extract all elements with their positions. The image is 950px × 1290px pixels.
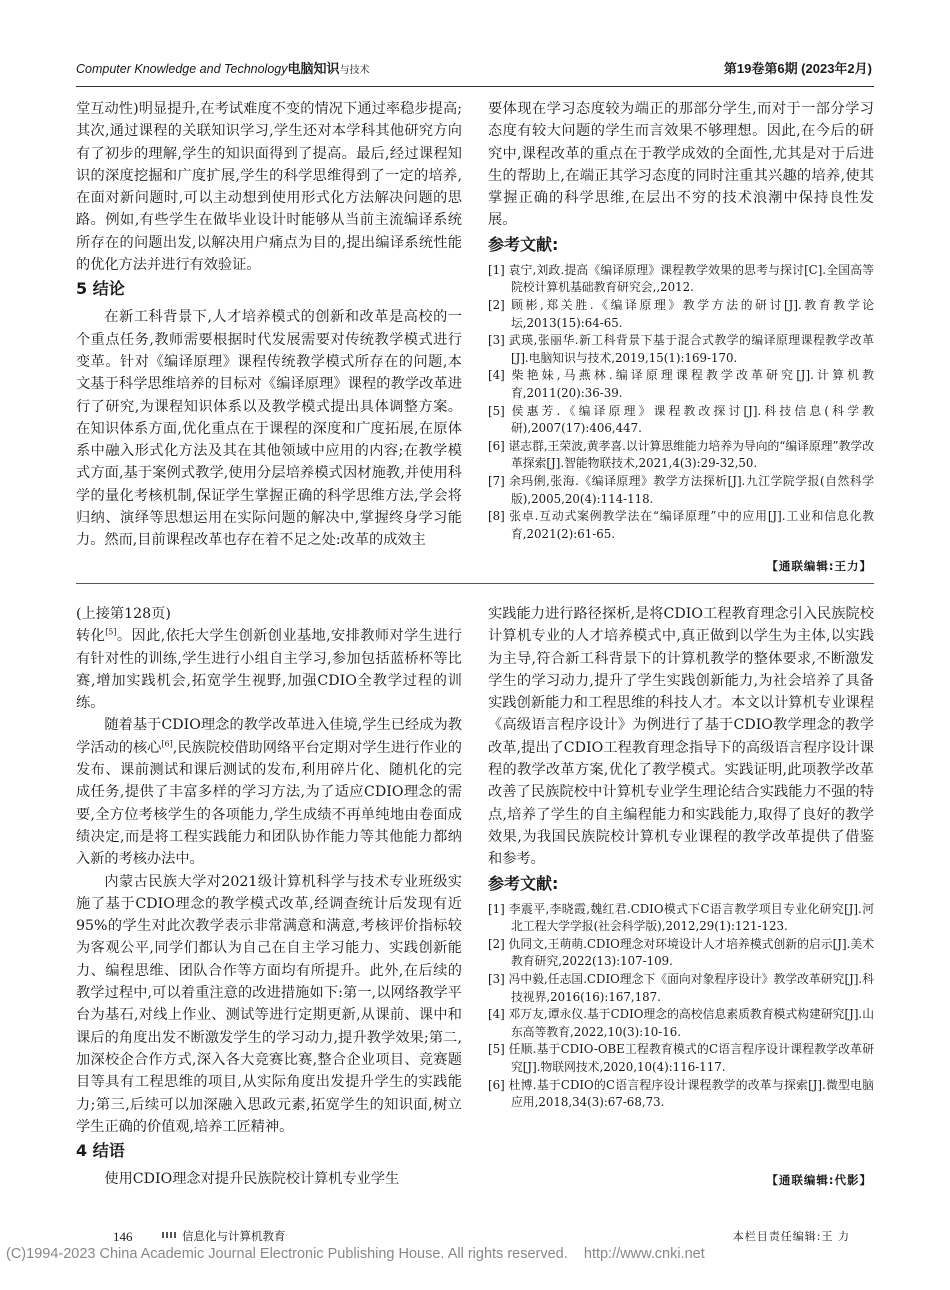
- journal-name-cn: 电脑知识: [287, 61, 340, 76]
- bottom-article-right-column: [488, 603, 874, 1112]
- reference-item: [5] 侯惠芳.《编译原理》课程教改探讨[J].科技信息(科学教研),2007(17):406,447.: [488, 403, 874, 436]
- editor-credit: 【通联编辑:代影】: [766, 1173, 872, 1187]
- reference-item: [8] 张卓.互动式案例教学法在“编译原理”中的应用[J].工业和信息化教育,2021(2):61-65.: [488, 509, 874, 541]
- paragraph: 使用CDIO理念对提升民族院校计算机专业学生: [104, 1171, 400, 1188]
- reference-item: [5] 任顺.基于CDIO-OBE工程教育模式的C语言程序设计课程教学改革研究[J].物联网技术,2020,10(4):116-117.: [488, 1042, 874, 1074]
- journal-mark-icon: [162, 1232, 176, 1238]
- paragraph: 实践能力进行路径探析,是将CDIO工程教育理念引入民族院校计算机专业的人才培养模式中,真正做到以学生为主体,以实践为主导,符合新工科背景下的计算机教学的整体要求,不断激发学生的学习动力,提升了学生实践创新能力,为社会培养了具备实践创新能力和工程思维的科技人才。本文以计算机专业课程《高级语言程序设计》为例进行了基于CDIO教学理念的教学改革,提出了CDIO工程教育理念指导下的高级语言程序设计课程的教学改革方案,优化了教学模式。实践证明,此项教学改革改善了民族院校中计算机专业学生理论结合实践能力不强的特点,培养了学生的自主编程能力和实践能力,取得了良好的教学效果,为我国民族院校计算机专业课程的教学改革提供了借鉴和参考。: [488, 606, 874, 868]
- paragraph: 转化[5]。因此,依托大学生创新创业基地,安排教师对学生进行有针对性的训练,学生进行小组自主学习,参加包括蓝桥杯等比赛,增加实践机会,拓宽学生视野,加强CDIO全教学过程的训练。: [76, 627, 462, 712]
- bottom-article-left-column: [76, 603, 462, 1190]
- top-article-left-column: [76, 98, 462, 552]
- reference-item: [3] 武瑛,张丽华.新工科背景下基于混合式教学的编译原理课程教学改革[J].电脑知识与技术,2019,15(1):169-170.: [488, 333, 874, 365]
- paragraph: 堂互动性)明显提升,在考试难度不变的情况下通过率稳步提高;其次,通过课程的关联知识学习,学生还对本学科其他研究方向有了初步的理解,学生的知识面得到了提高。最后,经过课程知识的深度挖掘和广度扩展,学生的科学思维得到了一定的培养,在面对新问题时,可以主动想到使用形式化方法解决问题的思路。例如,有些学生在做毕业设计时能够从当前主流编译系统所存在的问题出发,以解决用户痛点为目的,提出编译系统性能的优化方法并进行有效验证。: [76, 101, 462, 274]
- header-divider: [76, 86, 874, 87]
- paragraph: 内蒙古民族大学对2021级计算机科学与技术专业班级实施了基于CDIO理念的教学模式改革,经调查统计后发现有近95%的学生对此次教学表示非常满意和满意,考核评价指标较为客观公平,同学们都认为自己在自主学习能力、实践创新能力、编程思维、团队合作等方面均有所提升。此外,在后续的教学过程中,可以着重注意的改进措施如下:第一,以网络教学平台为基石,对线上作业、测试等进行定期更新,从课前、课中和课后的角度出发不断激发学生的学习动力,提升教学效果;第二,加深校企合作方式,深入各大竞赛比赛,整合企业项目、竞赛题目等具有工程思维的项目,从实际角度出发提升学生的实践能力;第三,后续可以加深融入思政元素,拓宽学生的知识面,树立学生正确的价值观,培养工匠精神。: [76, 873, 462, 1135]
- issue-info: 第19卷第6期 (2023年2月): [723, 61, 872, 76]
- reference-item: [3] 冯中毅,任志国.CDIO理念下《面向对象程序设计》教学改革研究[J].科技视界,2016(16):167,187.: [488, 971, 874, 1004]
- citation: [6]: [161, 739, 173, 749]
- reference-item: [2] 仇同文,王萌萌.CDIO理念对环境设计人才培养模式创新的启示[J].美术教育研究,2022(13):107-109.: [488, 936, 874, 969]
- footer-journal-name: 信息化与计算机教育: [182, 1229, 286, 1243]
- column-editor: 本栏目责任编辑:王 力: [732, 1230, 850, 1243]
- paragraph: 要体现在学习态度较为端正的那部分学生,而对于一部分学习态度有较大问题的学生而言效果不够理想。因此,在今后的研究中,课程改革的重点在于教学成效的全面性,尤其是对于后进生的帮助上,在端正其学习态度的同时注重其兴趣的培养,使其掌握正确的科学思维,在层出不穷的技术浪潮中保持良性发展。: [488, 101, 874, 229]
- reference-list: [488, 901, 874, 1112]
- page-number: 146: [113, 1229, 133, 1244]
- reference-item: [7] 余玛俐,张海.《编译原理》教学方法探析[J].九江学院学报(自然科学版),2005,20(4):114-118.: [488, 473, 874, 506]
- paragraph: 在新工科背景下,人才培养模式的创新和改革是高校的一个重点任务,教师需要根据时代发展需要对传统教学模式进行变革。针对《编译原理》课程传统教学模式所存在的问题,本文基于科学思维培养的目标对《编译原理》课程的教学改革进行了研究,为课程知识体系以及教学模式提出具体调整方案。在知识体系方面,优化重点在于课程的深度和广度拓展,在原体系中融入形式化方法及其在其他领域中应用的内容;在教学模式方面,基于案例式教学,使用分层培养模式因材施教,并使用科学的量化考核机制,保证学生掌握正确的科学思维方法,学会将归纳、演绎等思想运用在实际问题的解决中,掌握终身学习能力。然而,目前课程改革也存在着不足之处:改革的成效主: [76, 309, 462, 549]
- citation: [5]: [105, 627, 117, 637]
- copyright-watermark: (C)1994-2023 China Academic Journal Electronic Publishing House. All rights reserved. http://www.cnki.net: [6, 1246, 705, 1262]
- reference-item: [2] 顾彬,郑关胜.《编译原理》教学方法的研讨[J].教育教学论坛,2013(15):64-65.: [488, 297, 874, 330]
- top-article-right-column: [488, 98, 874, 543]
- reference-item: [1] 袁宁,刘政.提高《编译原理》课程教学效果的思考与探讨[C].全国高等院校计算机基础教育研究会,,2012.: [488, 262, 874, 295]
- reference-item: [6] 谌志群,王荣波,黄孝喜.以计算思维能力培养为导向的“编译原理”教学改革探索[J].智能物联技术,2021,4(3):29-32,50.: [488, 438, 874, 471]
- reference-item: [1] 李震平,李晓霞,魏红君.CDIO模式下C语言教学项目专业化研究[J].河北工程大学学报(社会科学版),2012,29(1):121-123.: [488, 901, 874, 934]
- reference-list: [488, 262, 874, 544]
- journal-header: [76, 58, 370, 77]
- reference-item: [4] 柴艳妹,马燕林.编译原理课程教学改革研究[J].计算机教育,2011(20):36-39.: [488, 368, 874, 400]
- references-heading: 参考文献:: [488, 234, 559, 254]
- reference-item: [4] 邓万友,谭永仪.基于CDIO理念的高校信息素质教育模式构建研究[J].山东高等教育,2022,10(3):10-16.: [488, 1007, 874, 1039]
- editor-credit: 【通联编辑:王力】: [766, 559, 872, 573]
- references-heading: 参考文献:: [488, 873, 559, 893]
- section-heading-conclusion: 5 结论: [76, 279, 125, 299]
- journal-name-sub: 与技术: [339, 65, 370, 76]
- section-heading-summary: 4 结语: [76, 1141, 125, 1161]
- journal-name-en: Computer Knowledge and Technology: [76, 62, 288, 76]
- continued-from-note: (上接第128页): [76, 606, 171, 622]
- paragraph: 随着基于CDIO理念的教学改革进入佳境,学生已经成为教学活动的核心[6],民族院校借助网络平台定期对学生进行作业的发布、课前测试和课后测试的发布,利用碎片化、随机化的完成任务,提供了丰富多样的学习方法,为了适应CDIO理念的需要,全方位考核学生的各项能力,学生成绩不再单纯地由卷面成绩决定,而是将工程实践能力和团队协作能力等其他能力都纳入新的考核办法中。: [76, 717, 462, 868]
- article-divider: [76, 583, 874, 584]
- reference-item: [6] 杜博.基于CDIO的C语言程序设计课程教学的改革与探索[J].微型电脑应用,2018,34(3):67-68,73.: [488, 1077, 874, 1110]
